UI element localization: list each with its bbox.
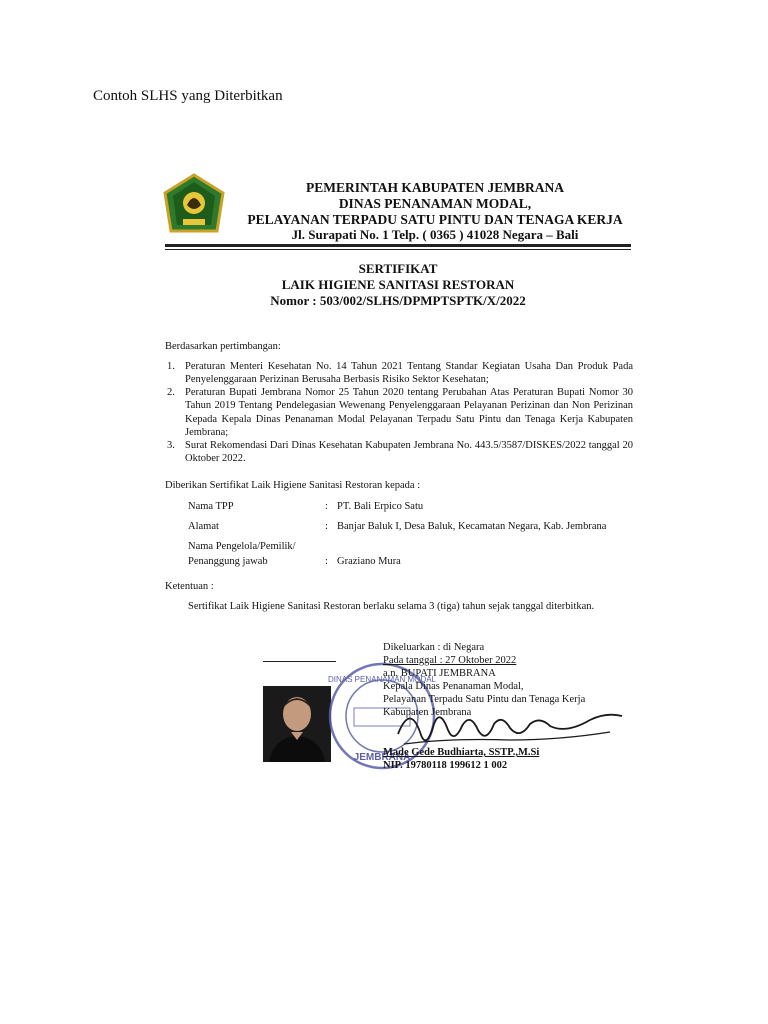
considerations-list [165,360,633,465]
provisions-text: Sertifikat Laik Higiene Sanitasi Restoran berlaku selama 3 (tiga) tahun sejak tanggal diterbitkan. [188,601,595,612]
signer-role-2: Pelayanan Terpadu Satu Pintu dan Tenaga Kerja [383,694,586,705]
list-item-number: 3. [167,439,175,451]
letterhead-rule-thick [165,244,631,247]
tpp-colon: : [325,501,328,512]
manager-label-line-2: Penanggung jawab [188,556,268,567]
stamp-text-bottom: JEMBRANA [353,752,411,763]
issued-date: Pada tanggal : 27 Oktober 2022 [383,655,517,666]
certificate-number: Nomor : 503/002/SLHS/DPMPTSPTK/X/2022 [270,293,526,308]
manager-value: Graziano Mura [337,556,401,567]
owner-photo [263,686,331,762]
list-item [165,439,633,465]
document-caption: Contoh SLHS yang Diterbitkan [93,88,283,104]
tpp-label: Nama TPP [188,501,234,512]
certificate-title: SERTIFIKAT [358,261,438,276]
signer-role-1: Kepala Dinas Penanaman Modal, [383,681,524,692]
manager-colon: : [325,556,328,567]
address-label: Alamat [188,521,219,532]
letterhead-line-1: PEMERINTAH KABUPATEN JEMBRANA [305,180,564,195]
signer-role-3: Kabupaten Jembrana [383,707,472,718]
manager-label-line-1: Nama Pengelola/Pemilik/ [188,541,296,552]
tpp-value: PT. Bali Erpico Satu [337,501,424,512]
list-item-number: 1. [167,361,175,372]
on-behalf-of: a.n. BUPATI JEMBRANA [383,668,496,679]
signer-nip: NIP. 19780118 199612 1 002 [383,760,508,771]
list-item [165,360,633,386]
list-item-text: Peraturan Menteri Kesehatan No. 14 Tahun 2021 Tentang Standar Kegiatan Usaha Dan Produk Pada Penyelenggaraan Perizinan Berusaha Berbasis Risiko Sektor Kesehatan; [185,361,633,386]
letterhead-line-3: PELAYANAN TERPADU SATU PINTU DAN TENAGA KERJA [247,212,623,227]
list-item [165,386,633,439]
address-value: Banjar Baluk I, Desa Baluk, Kecamatan Negara, Kab. Jembrana [337,521,607,532]
provisions-label: Ketentuan : [165,581,214,592]
signer-name: Made Gede Budhiarta, SSTP.,M.Si [383,747,540,758]
given-to-text: Diberikan Sertifikat Laik Higiene Sanitasi Restoran kepada : [165,480,421,491]
considerations-intro: Berdasarkan pertimbangan: [165,341,281,352]
list-item-text: Surat Rekomendasi Dari Dinas Kesehatan Kabupaten Jembrana No. 443.5/3587/DISKES/2022 tanggal 20 Oktober 2022. [185,439,633,464]
list-item-text: Peraturan Bupati Jembrana Nomor 25 Tahun 2020 tentang Perubahan Atas Peraturan Bupati Nomor 30 Tahun 2019 Tentang Pendelegasian Wewenang Penyelenggaraan Pelayanan Perizinan dan Non Perizinan Kepada Kepala Dinas Penanaman Modal Pelayanan Terpadu Satu Pintu dan Tenaga Kerja Kabupaten Jembrana; [185,387,633,438]
letterhead-address: Jl. Surapati No. 1 Telp. ( 0365 ) 41028 Negara – Bali [291,227,579,242]
letterhead-line-2: DINAS PENANAMAN MODAL, [338,196,532,211]
jembrana-coat-of-arms-icon [163,173,225,239]
issued-place: Dikeluarkan : di Negara [383,642,485,653]
address-colon: : [325,521,328,532]
list-item-number: 2. [167,387,175,399]
stamp-text-top: DINAS PENANAMAN MODAL [327,675,437,684]
certificate-subtitle: LAIK HIGIENE SANITASI RESTORAN [281,277,515,292]
letterhead-rule-thin [165,249,631,250]
